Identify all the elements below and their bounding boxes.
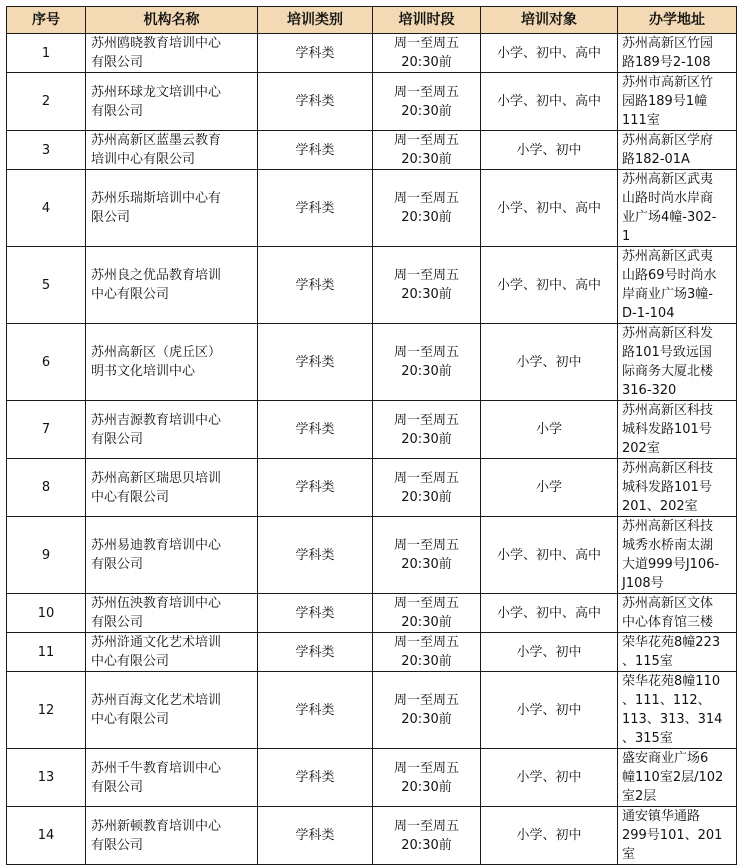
training-category: 学科类 bbox=[295, 45, 335, 61]
table-row bbox=[7, 672, 737, 749]
training-category-cell bbox=[258, 401, 373, 459]
table-row bbox=[7, 633, 737, 672]
table-row bbox=[7, 807, 737, 865]
header-no: 序号 bbox=[7, 7, 86, 34]
row-number: 7 bbox=[41, 422, 51, 437]
school-address: 盛安商业广场6 幢110室2层/102 室2层 bbox=[622, 751, 724, 804]
school-address: 苏州高新区学府 路182-01A bbox=[622, 133, 714, 167]
training-category: 学科类 bbox=[295, 605, 335, 621]
training-time-cell bbox=[373, 459, 481, 517]
training-time: 周一至周五 20:30前 bbox=[393, 412, 459, 447]
training-category-cell bbox=[258, 324, 373, 401]
school-address: 苏州高新区竹园 路189号2-108 bbox=[622, 36, 714, 70]
training-time-cell bbox=[373, 807, 481, 865]
training-target-cell bbox=[481, 324, 618, 401]
table-row bbox=[7, 73, 737, 131]
training-category-cell bbox=[258, 807, 373, 865]
training-time-cell bbox=[373, 633, 481, 672]
row-number: 9 bbox=[41, 547, 51, 563]
training-target: 小学 bbox=[535, 480, 562, 495]
training-category: 学科类 bbox=[295, 480, 335, 495]
training-target-cell bbox=[481, 672, 618, 749]
training-category-cell bbox=[258, 633, 373, 672]
school-address: 通安镇华通路 299号101、201 室 bbox=[622, 809, 723, 862]
training-category: 学科类 bbox=[295, 702, 335, 718]
training-category: 学科类 bbox=[295, 94, 335, 109]
school-address-cell bbox=[618, 247, 737, 324]
header-address: 办学地址 bbox=[618, 7, 737, 34]
training-category: 学科类 bbox=[295, 354, 335, 370]
training-category: 学科类 bbox=[295, 200, 335, 216]
school-address: 苏州高新区文体 中心体育馆三楼 bbox=[622, 596, 714, 630]
training-time: 周一至周五 20:30前 bbox=[393, 470, 459, 505]
row-number-cell bbox=[7, 672, 86, 749]
row-number: 2 bbox=[41, 94, 51, 109]
training-time: 周一至周五 20:30前 bbox=[393, 84, 459, 119]
training-target-cell bbox=[481, 73, 618, 131]
training-category-cell bbox=[258, 34, 373, 73]
school-address-cell bbox=[618, 633, 737, 672]
training-target-cell bbox=[481, 131, 618, 170]
table-container bbox=[6, 6, 737, 865]
institution-name-cell bbox=[86, 633, 258, 672]
row-number: 11 bbox=[37, 644, 55, 660]
row-number-cell bbox=[7, 131, 86, 170]
training-category: 学科类 bbox=[295, 277, 335, 293]
institution-name: 苏州环球龙文培训中心 有限公司 bbox=[91, 84, 222, 119]
training-time-cell bbox=[373, 34, 481, 73]
training-category-cell bbox=[258, 247, 373, 324]
row-number-cell bbox=[7, 247, 86, 324]
training-time: 周一至周五 20:30前 bbox=[393, 345, 459, 379]
header-row bbox=[7, 7, 737, 34]
school-address: 荣华花苑8幢223 、115室 bbox=[622, 635, 721, 669]
training-category-cell bbox=[258, 73, 373, 131]
training-target: 小学、初中 bbox=[516, 828, 582, 843]
row-number: 14 bbox=[37, 828, 55, 843]
school-address-cell bbox=[618, 34, 737, 73]
institution-name-cell bbox=[86, 73, 258, 131]
institution-name: 苏州高新区瑞思贝培训 中心有限公司 bbox=[91, 470, 222, 505]
row-number-cell bbox=[7, 34, 86, 73]
training-target-cell bbox=[481, 401, 618, 459]
row-number-cell bbox=[7, 749, 86, 807]
institution-name: 苏州易迪教育培训中心 有限公司 bbox=[91, 538, 222, 572]
training-category-cell bbox=[258, 749, 373, 807]
training-target: 小学、初中、高中 bbox=[496, 547, 601, 563]
row-number-cell bbox=[7, 517, 86, 594]
training-institutions-table bbox=[6, 6, 737, 865]
row-number: 5 bbox=[41, 277, 51, 293]
training-time: 周一至周五 20:30前 bbox=[393, 635, 459, 669]
school-address-cell bbox=[618, 459, 737, 517]
row-number-cell bbox=[7, 459, 86, 517]
institution-name: 苏州乐瑞斯培训中心有 限公司 bbox=[91, 191, 222, 225]
training-time: 周一至周五 20:30前 bbox=[393, 191, 459, 225]
row-number: 13 bbox=[37, 770, 55, 785]
row-number: 3 bbox=[41, 142, 51, 158]
training-target: 小学、初中、高中 bbox=[496, 605, 601, 621]
institution-name-cell bbox=[86, 749, 258, 807]
school-address: 苏州高新区武夷 山路时尚水岸商 业广场4幢-302- 1 bbox=[622, 172, 717, 244]
row-number: 1 bbox=[41, 45, 51, 61]
table-header bbox=[7, 7, 737, 34]
institution-name: 苏州吉源教育培训中心 有限公司 bbox=[91, 412, 222, 447]
header-name: 机构名称 bbox=[86, 7, 258, 34]
school-address: 苏州高新区科技 城科发路101号 201、202室 bbox=[622, 461, 714, 514]
training-target: 小学、初中 bbox=[516, 702, 582, 718]
training-category: 学科类 bbox=[295, 547, 335, 563]
school-address: 苏州市高新区竹 园路189号1幢 111室 bbox=[622, 75, 714, 128]
training-target: 小学、初中、高中 bbox=[496, 200, 601, 216]
row-number-cell bbox=[7, 324, 86, 401]
training-target: 小学、初中、高中 bbox=[496, 277, 601, 293]
training-time-cell bbox=[373, 672, 481, 749]
training-target-cell bbox=[481, 170, 618, 247]
row-number: 6 bbox=[41, 354, 51, 370]
training-target: 小学、初中 bbox=[516, 644, 582, 660]
table-row bbox=[7, 401, 737, 459]
institution-name: 苏州千牛教育培训中心 有限公司 bbox=[91, 760, 222, 795]
table-row bbox=[7, 131, 737, 170]
row-number-cell bbox=[7, 401, 86, 459]
institution-name-cell bbox=[86, 807, 258, 865]
training-time-cell bbox=[373, 749, 481, 807]
training-category-cell bbox=[258, 170, 373, 247]
training-target: 小学 bbox=[535, 422, 562, 437]
row-number: 10 bbox=[37, 605, 55, 621]
header-target: 培训对象 bbox=[481, 7, 618, 34]
training-category-cell bbox=[258, 459, 373, 517]
training-category: 学科类 bbox=[295, 770, 335, 785]
training-time: 周一至周五 20:30前 bbox=[393, 268, 459, 302]
training-category-cell bbox=[258, 131, 373, 170]
training-target-cell bbox=[481, 807, 618, 865]
row-number-cell bbox=[7, 170, 86, 247]
school-address: 苏州高新区武夷 山路69号时尚水 岸商业广场3幢- D-1-104 bbox=[622, 249, 717, 321]
training-category: 学科类 bbox=[295, 422, 335, 437]
training-time: 周一至周五 20:30前 bbox=[393, 760, 459, 795]
institution-name: 苏州伍泱教育培训中心 有限公司 bbox=[91, 596, 222, 630]
institution-name: 苏州百海文化艺术培训 中心有限公司 bbox=[91, 693, 222, 727]
training-time: 周一至周五 20:30前 bbox=[393, 36, 459, 70]
training-time-cell bbox=[373, 131, 481, 170]
training-category-cell bbox=[258, 672, 373, 749]
school-address: 苏州高新区科发 路101号致远国 际商务大厦北楼 316-320 bbox=[622, 326, 714, 398]
header-time: 培训时段 bbox=[373, 7, 481, 34]
row-number-cell bbox=[7, 807, 86, 865]
training-category: 学科类 bbox=[295, 644, 335, 660]
row-number-cell bbox=[7, 594, 86, 633]
institution-name-cell bbox=[86, 170, 258, 247]
table-row bbox=[7, 247, 737, 324]
training-target: 小学、初中 bbox=[516, 354, 582, 370]
institution-name: 苏州良之优品教育培训 中心有限公司 bbox=[91, 268, 222, 302]
school-address-cell bbox=[618, 324, 737, 401]
row-number-cell bbox=[7, 73, 86, 131]
school-address-cell bbox=[618, 594, 737, 633]
training-time: 周一至周五 20:30前 bbox=[393, 818, 459, 853]
school-address: 苏州高新区科技 城秀水桥南太湖 大道999号J106- J108号 bbox=[622, 519, 720, 591]
school-address-cell bbox=[618, 131, 737, 170]
school-address-cell bbox=[618, 73, 737, 131]
institution-name-cell bbox=[86, 131, 258, 170]
table-body bbox=[7, 34, 737, 865]
school-address-cell bbox=[618, 672, 737, 749]
training-time-cell bbox=[373, 170, 481, 247]
training-time-cell bbox=[373, 594, 481, 633]
institution-name-cell bbox=[86, 517, 258, 594]
school-address-cell bbox=[618, 401, 737, 459]
institution-name: 苏州鸥晓教育培训中心 有限公司 bbox=[91, 36, 222, 70]
table-row bbox=[7, 517, 737, 594]
training-target-cell bbox=[481, 749, 618, 807]
training-target: 小学、初中、高中 bbox=[496, 45, 601, 61]
training-time-cell bbox=[373, 401, 481, 459]
school-address-cell bbox=[618, 170, 737, 247]
institution-name-cell bbox=[86, 247, 258, 324]
school-address-cell bbox=[618, 517, 737, 594]
table-row bbox=[7, 34, 737, 73]
training-time-cell bbox=[373, 517, 481, 594]
institution-name: 苏州新顿教育培训中心 有限公司 bbox=[91, 818, 222, 853]
training-category: 学科类 bbox=[295, 828, 335, 843]
institution-name-cell bbox=[86, 459, 258, 517]
training-time: 周一至周五 20:30前 bbox=[393, 693, 459, 727]
row-number: 8 bbox=[41, 480, 51, 495]
training-time: 周一至周五 20:30前 bbox=[393, 596, 459, 630]
table-row bbox=[7, 594, 737, 633]
school-address: 荣华花苑8幢110 、111、112、 113、313、314 、315室 bbox=[622, 674, 723, 746]
school-address-cell bbox=[618, 749, 737, 807]
table-row bbox=[7, 459, 737, 517]
training-target-cell bbox=[481, 594, 618, 633]
row-number: 4 bbox=[41, 200, 51, 216]
training-category-cell bbox=[258, 517, 373, 594]
institution-name: 苏州高新区（虎丘区） 明书文化培训中心 bbox=[91, 345, 222, 379]
training-target: 小学、初中 bbox=[516, 142, 582, 158]
institution-name-cell bbox=[86, 672, 258, 749]
institution-name: 苏州高新区蓝墨云教育 培训中心有限公司 bbox=[91, 133, 222, 167]
table-row bbox=[7, 324, 737, 401]
training-target-cell bbox=[481, 34, 618, 73]
training-time: 周一至周五 20:30前 bbox=[393, 538, 459, 572]
institution-name: 苏州浒通文化艺术培训 中心有限公司 bbox=[91, 635, 222, 669]
training-time: 周一至周五 20:30前 bbox=[393, 133, 459, 167]
table-row bbox=[7, 749, 737, 807]
school-address-cell bbox=[618, 807, 737, 865]
training-target-cell bbox=[481, 459, 618, 517]
table-row bbox=[7, 170, 737, 247]
row-number-cell bbox=[7, 633, 86, 672]
institution-name-cell bbox=[86, 401, 258, 459]
training-target-cell bbox=[481, 247, 618, 324]
training-time-cell bbox=[373, 73, 481, 131]
institution-name-cell bbox=[86, 324, 258, 401]
training-category: 学科类 bbox=[295, 142, 335, 158]
training-time-cell bbox=[373, 247, 481, 324]
institution-name-cell bbox=[86, 594, 258, 633]
institution-name-cell bbox=[86, 34, 258, 73]
training-target: 小学、初中 bbox=[516, 770, 582, 785]
training-target-cell bbox=[481, 633, 618, 672]
training-target: 小学、初中、高中 bbox=[496, 94, 601, 109]
training-time-cell bbox=[373, 324, 481, 401]
row-number: 12 bbox=[37, 702, 55, 718]
training-target-cell bbox=[481, 517, 618, 594]
header-type: 培训类别 bbox=[258, 7, 373, 34]
school-address: 苏州高新区科技 城科发路101号 202室 bbox=[622, 403, 714, 456]
training-category-cell bbox=[258, 594, 373, 633]
